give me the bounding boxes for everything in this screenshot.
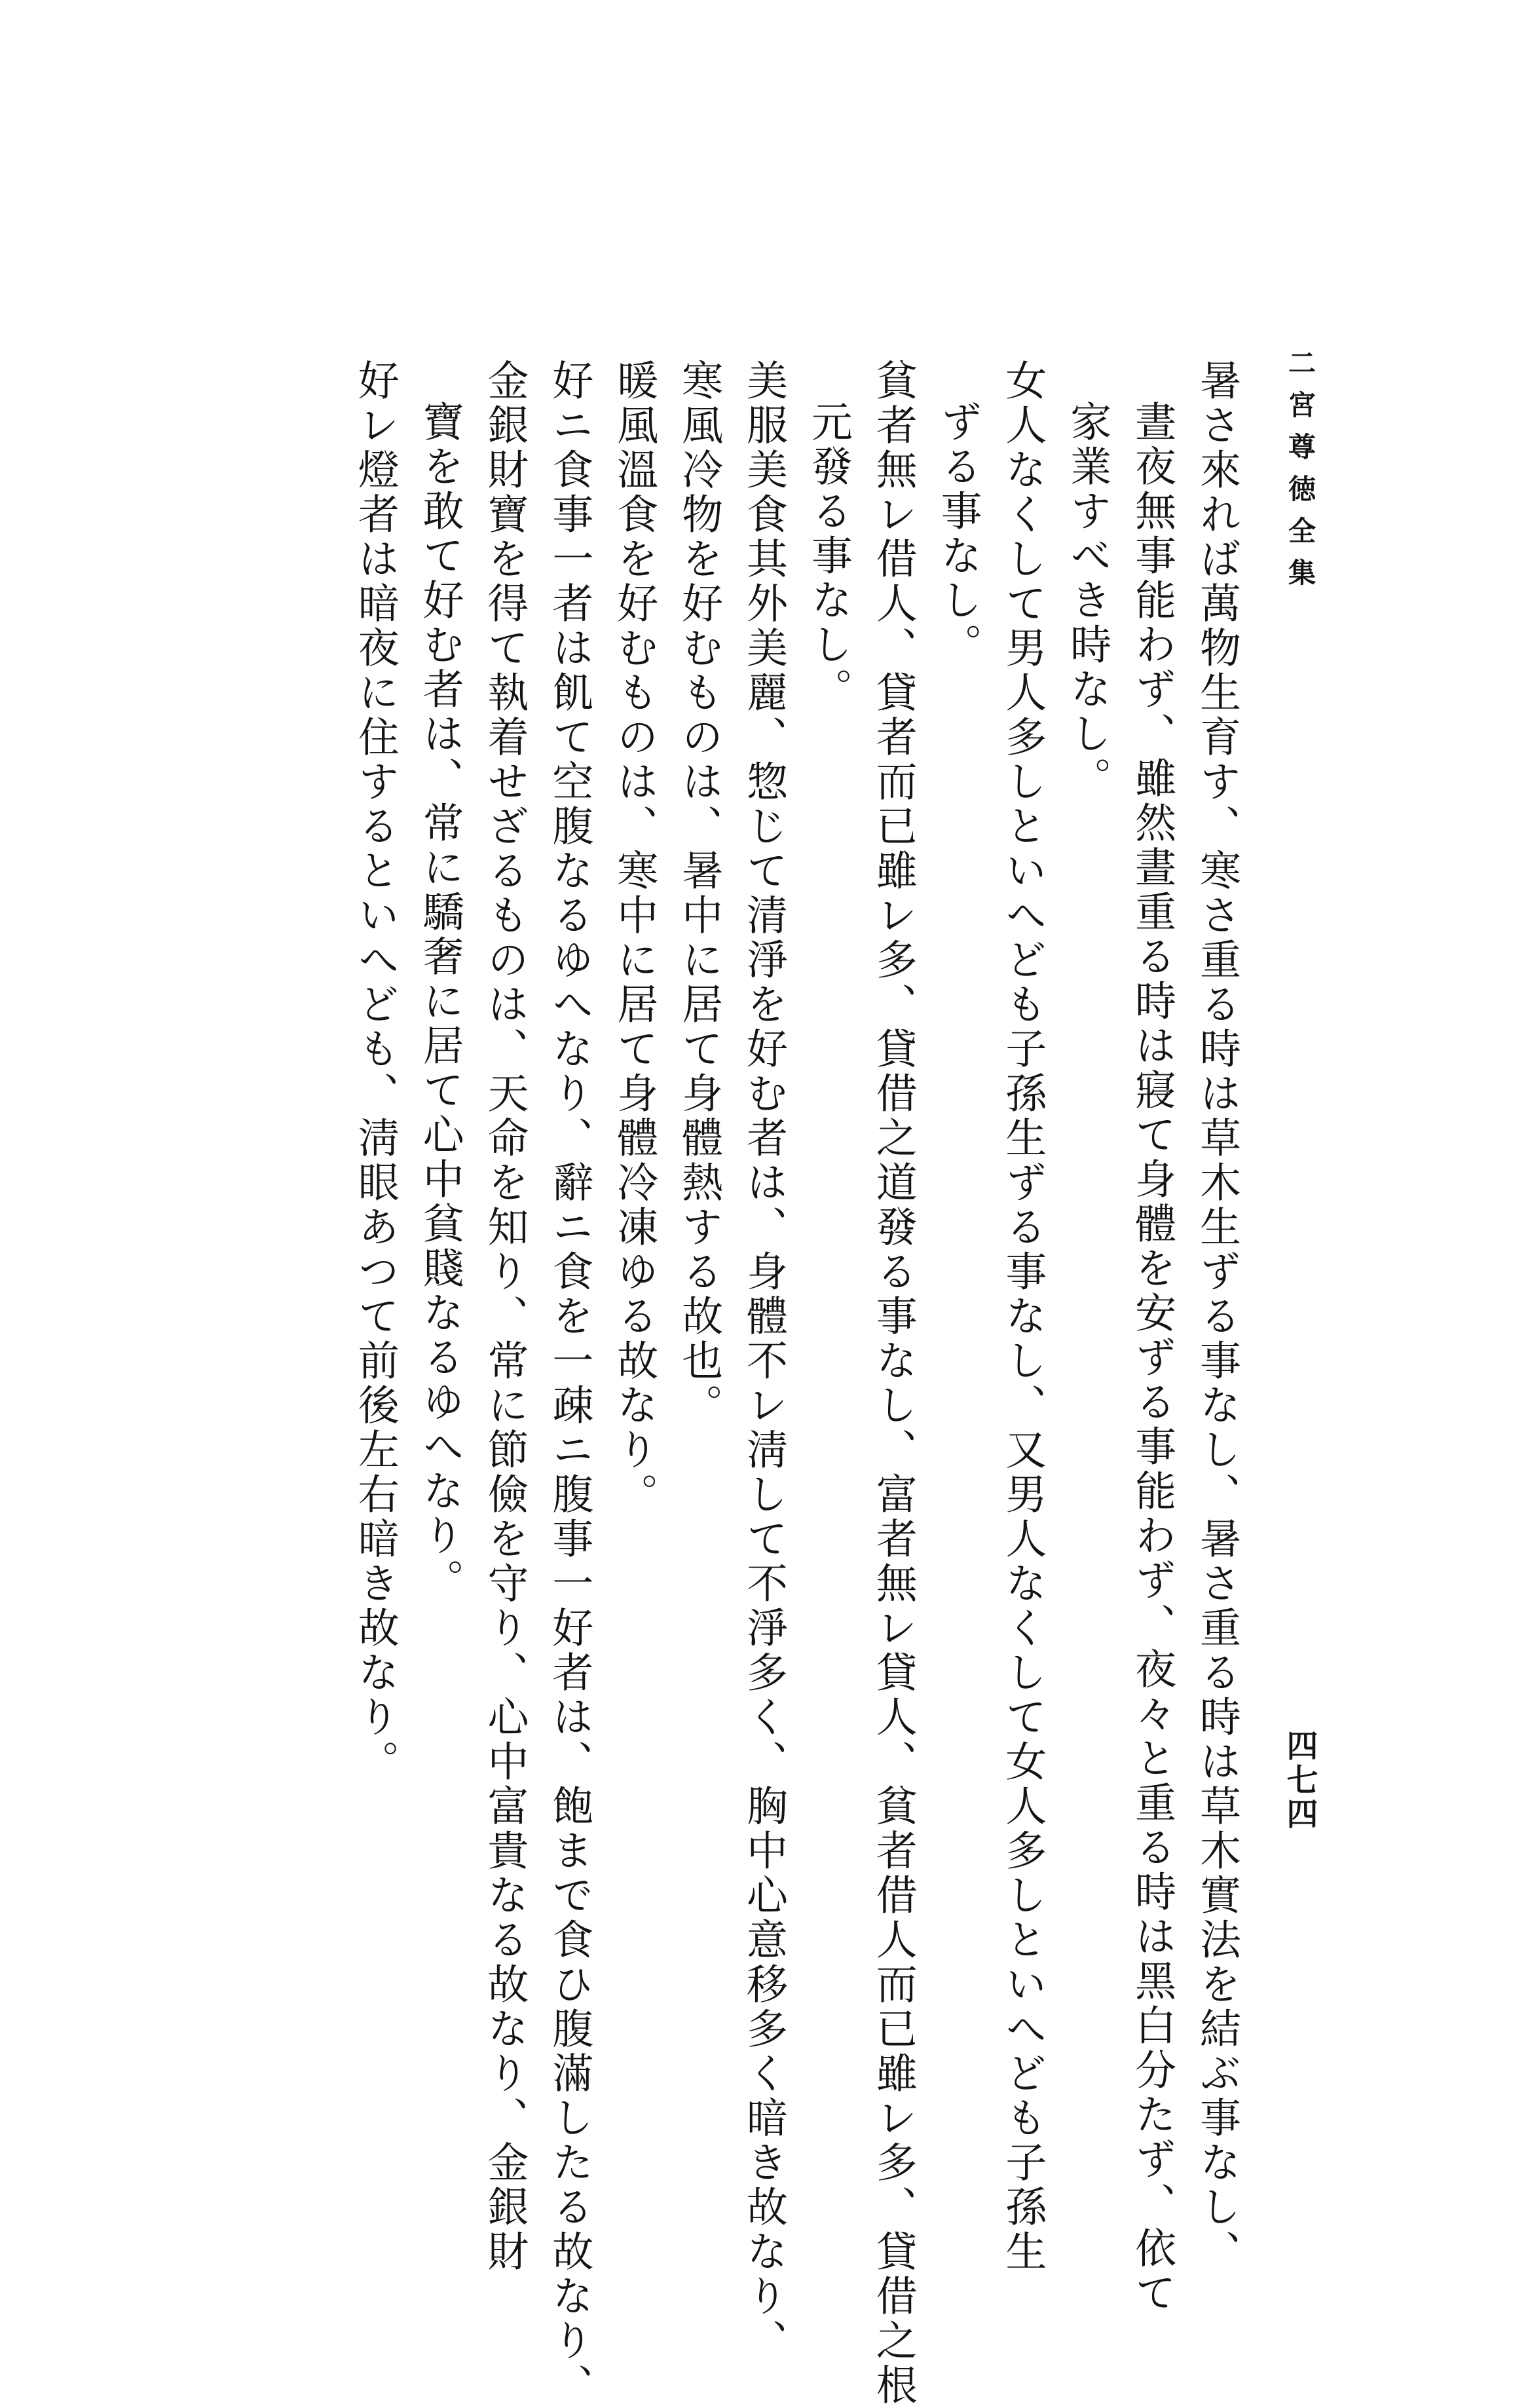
page-number: 四七四 (1281, 1729, 1318, 1832)
text-column-9: 寒風冷物を好むものは、暑中に居て身體熱する故也。 (675, 359, 724, 1428)
text-column-6: 貧者無レ借人、貸者而已雖レ多、貸借之道發る事なし、富者無レ貸人、貧者借人而已雖レ多、貸借之根 (869, 359, 918, 2408)
text-column-12: 金銀財寶を得て執着せざるものは、天命を知り、常に節儉を守り、心中富貴なる故なり、金銀財 (481, 359, 529, 2274)
text-column-13: 寶を敢て好む者は、常に驕奢に居て心中貧賤なるゆへなり。 (416, 400, 464, 1603)
text-column-11: 好ニ食事一者は飢て空腹なるゆへなり、辭ニ食を一疎ニ腹事一好者は、飽まで食ひ腹滿したる故なり、 (546, 359, 594, 2408)
text-column-2: 晝夜無事能わず、雖然晝重る時は寢て身體を安ずる事能わず、夜々と重る時は黑白分たず、依て (1129, 400, 1177, 2316)
text-column-8: 美服美食其外美麗、惣じて清淨を好む者は、身體不レ淸して不淨多く、胸中心意移多く暗き故なり、 (739, 359, 788, 2363)
text-column-7: 元發る事なし。 (804, 400, 853, 712)
text-column-3: 家業すべき時なし。 (1064, 400, 1112, 801)
text-column-14: 好レ燈者は暗夜に住するといへども、淸眼あつて前後左右暗き故なり。 (351, 359, 400, 1784)
text-column-5: ずる事なし。 (934, 400, 982, 668)
running-head: 二宮尊徳全集 (1284, 348, 1316, 600)
text-column-1: 暑さ來れば萬物生育す、寒さ重る時は草木生ずる事なし、暑さ重る時は草木實法を結ぶ事なし、 (1193, 359, 1241, 2274)
text-column-10: 暖風溫食を好むものは、寒中に居て身體冷凍ゆる故なり。 (610, 359, 659, 1517)
body-text (350, 359, 1242, 2408)
text-column-4: 女人なくして男人多しといへども子孫生ずる事なし、又男人なくして女人多しといへども子孫生 (999, 359, 1047, 2274)
